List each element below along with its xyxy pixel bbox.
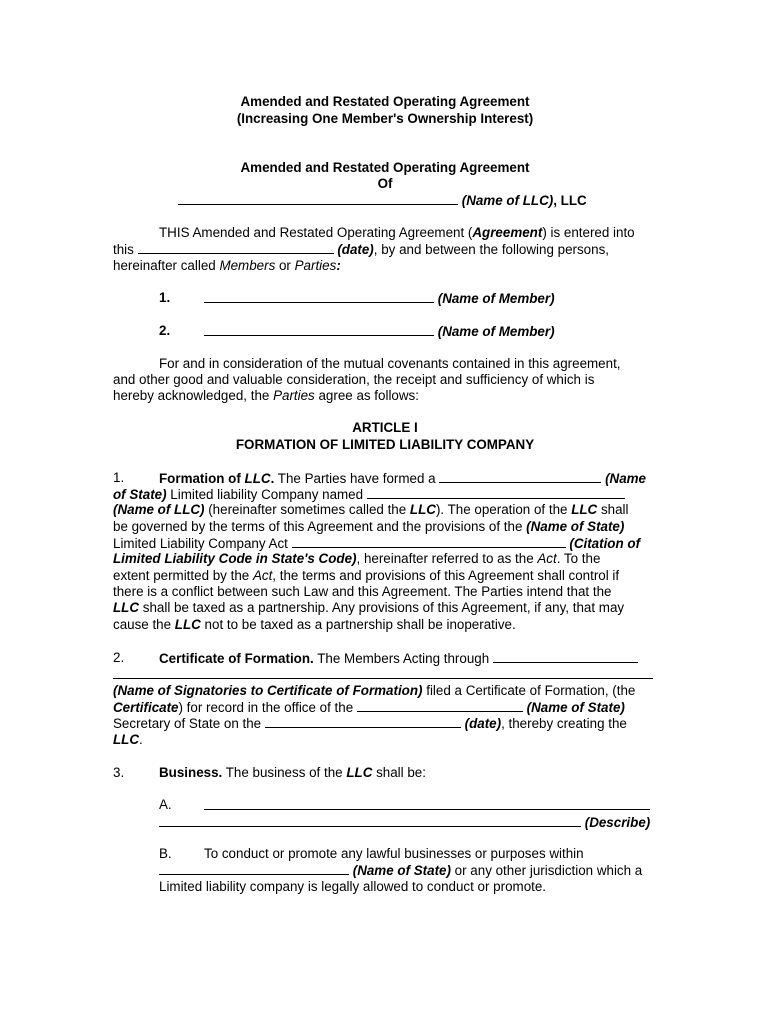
llc-name-blank[interactable] bbox=[178, 192, 458, 205]
section-1-line-5: Limited Liability Company Act (Citation of bbox=[113, 536, 641, 551]
date-blank[interactable] bbox=[138, 241, 334, 254]
section-1-line-8: there is a conflict between such Law and this Agreement. The Parties intend that the bbox=[113, 584, 612, 599]
document-title: Amended and Restated Operating Agreement bbox=[240, 94, 530, 109]
member-1-blank[interactable] bbox=[204, 290, 434, 303]
intro-line-1: THIS Amended and Restated Operating Agreement (Agreement) is entered into bbox=[159, 225, 635, 240]
section-2-line-2 bbox=[113, 666, 653, 683]
consideration-line-2: and other good and valuable consideration, the receipt and sufficiency of which is bbox=[113, 372, 595, 387]
item-b-line-3: Limited liability company is legally allowed to conduct or promote. bbox=[159, 879, 547, 894]
section-1-line-9: LLC shall be taxed as a partnership. Any provisions of this Agreement, if any, that may bbox=[113, 600, 625, 615]
jurisdiction-blank[interactable] bbox=[159, 862, 349, 875]
section-1-line-4: be governed by the terms of this Agreement and the provisions of the (Name of State) bbox=[113, 519, 625, 534]
item-a-label: A. bbox=[159, 797, 172, 812]
acting-through-blank[interactable] bbox=[493, 650, 638, 663]
section-1-line-7: extent permitted by the Act, the terms and provisions of this Agreement shall control if bbox=[113, 568, 620, 583]
intro-line-3: hereinafter called Members or Parties: bbox=[113, 258, 341, 273]
item-a-line-1 bbox=[204, 797, 650, 814]
section-1-line-1: Formation of LLC. The Parties have formed a (Name bbox=[159, 471, 646, 486]
section-3-line-1: Business. The business of the LLC shall be: bbox=[159, 765, 426, 780]
section-2-line-6: LLC. bbox=[113, 732, 143, 747]
state-blank[interactable] bbox=[439, 470, 601, 483]
section-2-line-1: Certificate of Formation. The Members Acting through bbox=[159, 650, 638, 667]
section-2-line-3: (Name of Signatories to Certificate of Formation) filed a Certificate of Formation, (the bbox=[113, 683, 636, 698]
section-1-line-3: (Name of LLC) (hereinafter sometimes called the LLC). The operation of the LLC shall bbox=[113, 502, 629, 517]
item-b-label: B. bbox=[159, 846, 172, 861]
consideration-line-1: For and in consideration of the mutual covenants contained in this agreement, bbox=[159, 356, 621, 371]
filing-date-blank[interactable] bbox=[265, 715, 461, 728]
section-1-line-6: Limited Liability Code in State's Code), hereinafter referred to as the Act. To the bbox=[113, 551, 601, 566]
section-2-line-4: Certificate) for record in the office of the (Name of State) bbox=[113, 700, 625, 715]
item-a-line-2: (Describe) bbox=[159, 814, 650, 831]
section-2-line-5: Secretary of State on the (date), thereby creating the bbox=[113, 716, 627, 731]
member-2-line: (Name of Member) bbox=[204, 323, 555, 340]
article-title: ARTICLE I bbox=[352, 420, 418, 435]
business-blank-1[interactable] bbox=[204, 797, 650, 810]
item-b-line-1: To conduct or promote any lawful businesses or purposes within bbox=[204, 846, 584, 861]
section-1-line-10: cause the LLC not to be taxed as a partnership shall be inoperative. bbox=[113, 617, 516, 632]
article-subtitle: FORMATION OF LIMITED LIABILITY COMPANY bbox=[235, 437, 535, 452]
member-1-number: 1. bbox=[159, 290, 171, 305]
section-2-number: 2. bbox=[113, 650, 125, 665]
consideration-line-3: hereby acknowledged, the Parties agree as follows: bbox=[113, 388, 419, 403]
agreement-heading: Amended and Restated Operating Agreement bbox=[240, 160, 530, 175]
signatories-blank[interactable] bbox=[113, 666, 653, 679]
llc-name-line: (Name of LLC), LLC bbox=[178, 192, 587, 209]
member-2-blank[interactable] bbox=[204, 323, 434, 336]
act-blank[interactable] bbox=[292, 535, 566, 548]
agreement-heading-of: Of bbox=[377, 176, 393, 191]
llc-named-blank[interactable] bbox=[367, 486, 625, 499]
office-blank[interactable] bbox=[357, 699, 523, 712]
document-subtitle: (Increasing One Member's Ownership Interest) bbox=[236, 111, 534, 126]
item-b-line-2: (Name of State) or any other jurisdiction which a bbox=[159, 862, 642, 879]
section-3-number: 3. bbox=[113, 765, 125, 780]
section-1-number: 1. bbox=[113, 470, 125, 485]
intro-line-2: this (date), by and between the following persons, bbox=[113, 242, 609, 257]
member-2-number: 2. bbox=[159, 323, 171, 338]
business-blank-2[interactable] bbox=[159, 814, 581, 827]
section-1-line-2: of State) Limited liability Company named bbox=[113, 486, 625, 503]
member-1-line: (Name of Member) bbox=[204, 290, 555, 307]
